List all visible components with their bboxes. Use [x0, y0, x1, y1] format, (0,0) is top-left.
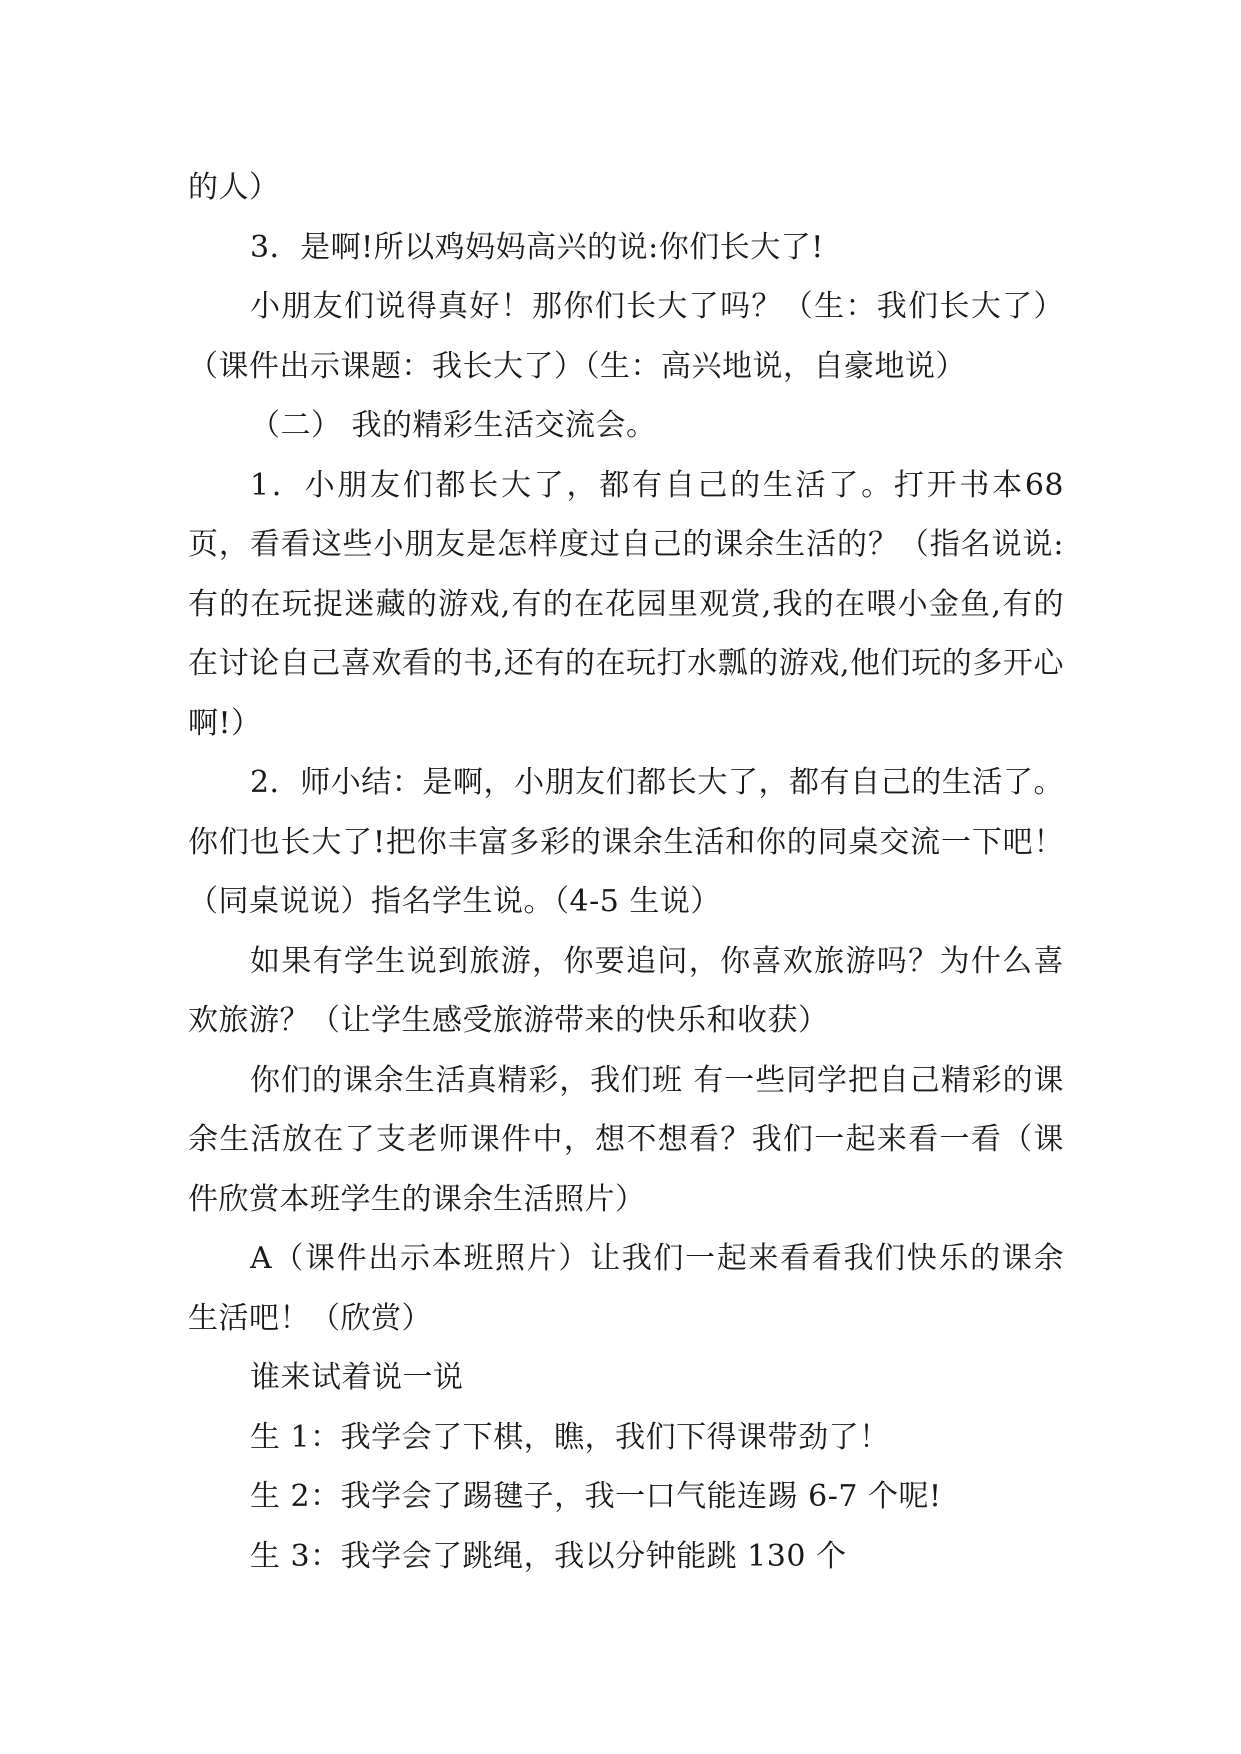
paragraph-1: 的人） [188, 170, 280, 205]
paragraph-10: 谁来试着说一说 [250, 1360, 464, 1395]
paragraph-4: （二） 我的精彩生活交流会。 [250, 408, 657, 443]
document-body [188, 158, 1064, 1586]
paragraph-7: 如果有学生说到旅游，你要追问，你喜欢旅游吗？为什么喜欢旅游？（让学生感受旅游带来的快乐和收获） [188, 943, 1064, 1038]
paragraph-3: 小朋友们说得真好！那你们长大了吗？（生：我们长大了）（课件出示课题：我长大了）（生：高兴地说，自豪地说） [188, 289, 1064, 384]
paragraph-12: 生 2：我学会了踢毽子，我一口气能连踢 6-7 个呢! [250, 1479, 942, 1514]
paragraph-8: 你们的课余生活真精彩，我们班 有一些同学把自己精彩的课余生活放在了支老师课件中，想不想看？我们一起来看一看（课件欣赏本班学生的课余生活照片） [188, 1062, 1064, 1217]
paragraph-5: 1．小朋友们都长大了，都有自己的生活了。打开书本68页，看看这些小朋友是怎样度过自己的课余生活的？（指名说说:有的在玩捉迷藏的游戏,有的在花园里观赏,我的在喂小金鱼,有的在讨论自己喜欢看的书,还有的在玩打水瓢的游戏,他们玩的多开心啊!） [188, 467, 1064, 741]
paragraph-11: 生 1：我学会了下棋，瞧，我们下得课带劲了！ [250, 1419, 890, 1455]
paragraph-13: 生 3：我学会了跳绳，我以分钟能跳 130 个 [250, 1538, 847, 1574]
paragraph-9: A（课件出示本班照片）让我们一起来看看我们快乐的课余生活吧！（欣赏） [188, 1241, 1064, 1336]
paragraph-6: 2．师小结：是啊，小朋友们都长大了，都有自己的生活了。你们也长大了!把你丰富多彩的课余生活和你的同桌交流一下吧！（同桌说说）指名学生说。（4-5 生说） [188, 765, 1064, 919]
paragraph-2: 3．是啊!所以鸡妈妈高兴的说:你们长大了! [250, 229, 824, 265]
